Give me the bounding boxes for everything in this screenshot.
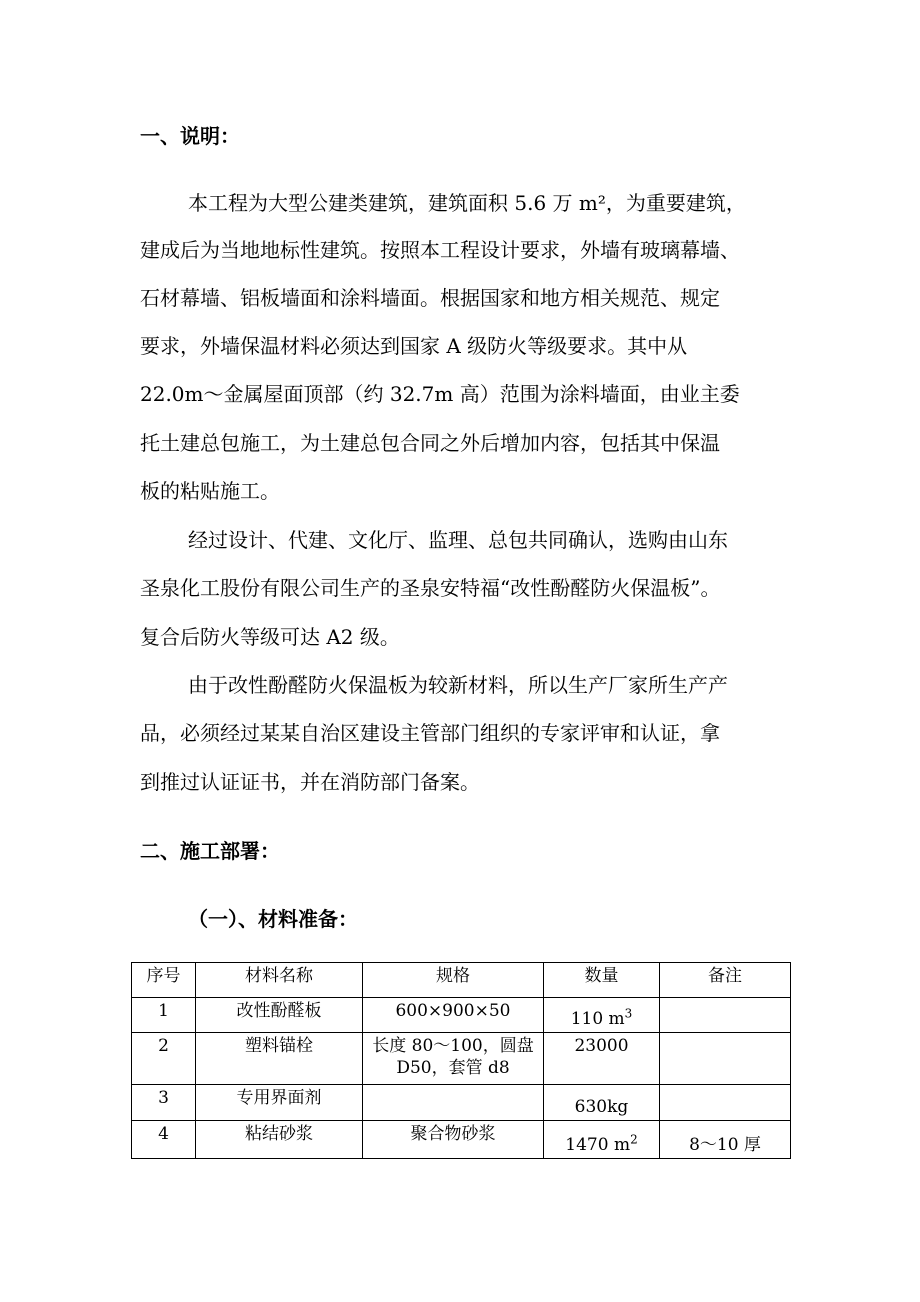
subsection-heading: （一）、材料准备： bbox=[188, 907, 358, 931]
table-row bbox=[132, 1121, 791, 1159]
paragraph-line: 本工程为大型公建类建筑，建筑面积 5.6 万 m²，为重要建筑， bbox=[188, 191, 746, 215]
cell-no: 2 bbox=[132, 1033, 196, 1085]
cell-no: 3 bbox=[132, 1085, 196, 1121]
header-cell: 备注 bbox=[660, 963, 791, 998]
paragraph-line: 板的粘贴施工。 bbox=[140, 479, 280, 503]
cell-name: 粘结砂浆 bbox=[196, 1121, 363, 1159]
paragraph-line: 由于改性酚醛防火保温板为较新材料，所以生产厂家所生产产 bbox=[188, 673, 728, 697]
cell-spec: 长度 80～100，圆盘 D50，套管 d8 bbox=[363, 1033, 544, 1085]
qty-value: 110 m bbox=[570, 1009, 625, 1029]
cell-name: 专用界面剂 bbox=[196, 1085, 363, 1121]
cell-note bbox=[660, 1033, 791, 1085]
paragraph-line: 经过设计、代建、文化厅、监理、总包共同确认，选购由山东 bbox=[188, 528, 728, 552]
header-cell: 序号 bbox=[132, 963, 196, 998]
paragraph-line: 22.0m～金属屋面顶部（约 32.7m 高）范围为涂料墙面，由业主委 bbox=[140, 382, 740, 406]
cell-qty bbox=[544, 1121, 660, 1159]
cell-spec bbox=[363, 1085, 544, 1121]
paragraph-line: 石材幕墙、铝板墙面和涂料墙面。根据国家和地方相关规范、规定 bbox=[140, 286, 720, 310]
header-cell: 材料名称 bbox=[196, 963, 363, 998]
materials-table bbox=[131, 962, 791, 1159]
qty-unit-superscript: 3 bbox=[624, 1006, 633, 1021]
cell-spec: 聚合物砂浆 bbox=[363, 1121, 544, 1159]
cell-note: 8～10 厚 bbox=[660, 1121, 791, 1159]
paragraph-line: 建成后为当地地标性建筑。按照本工程设计要求，外墙有玻璃幕墙、 bbox=[140, 238, 740, 262]
cell-no: 4 bbox=[132, 1121, 196, 1159]
cell-name: 塑料锚栓 bbox=[196, 1033, 363, 1085]
paragraph-line: 到推过认证证书，并在消防部门备案。 bbox=[140, 770, 480, 794]
cell-spec: 600×900×50 bbox=[363, 998, 544, 1033]
header-cell: 数量 bbox=[544, 963, 660, 998]
paragraph-line: 要求，外墙保温材料必须达到国家 A 级防火等级要求。其中从 bbox=[140, 334, 688, 358]
qty-unit-superscript: 2 bbox=[630, 1132, 638, 1147]
table-row bbox=[132, 1085, 791, 1121]
paragraph-line: 复合后防火等级可达 A2 级。 bbox=[140, 625, 400, 649]
cell-name: 改性酚醛板 bbox=[196, 998, 363, 1033]
header-cell: 规格 bbox=[363, 963, 544, 998]
cell-no: 1 bbox=[132, 998, 196, 1033]
cell-qty: 23000 bbox=[544, 1033, 660, 1085]
section-2-heading: 二、施工部署： bbox=[140, 839, 280, 863]
table-row bbox=[132, 998, 791, 1033]
paragraph-line: 托土建总包施工，为土建总包合同之外后增加内容，包括其中保温 bbox=[140, 431, 720, 455]
cell-note bbox=[660, 998, 791, 1033]
cell-qty: 630kg bbox=[544, 1085, 660, 1121]
cell-qty bbox=[544, 998, 660, 1033]
paragraph-line: 品，必须经过某某自治区建设主管部门组织的专家评审和认证，拿 bbox=[140, 721, 720, 745]
section-1-heading: 一、说明： bbox=[140, 124, 240, 148]
table-header-row bbox=[132, 963, 791, 998]
table-row bbox=[132, 1033, 791, 1085]
cell-note bbox=[660, 1085, 791, 1121]
paragraph-line: 圣泉化工股份有限公司生产的圣泉安特福“改性酚醛防火保温板”。 bbox=[140, 576, 721, 600]
qty-value: 1470 m bbox=[565, 1135, 631, 1155]
